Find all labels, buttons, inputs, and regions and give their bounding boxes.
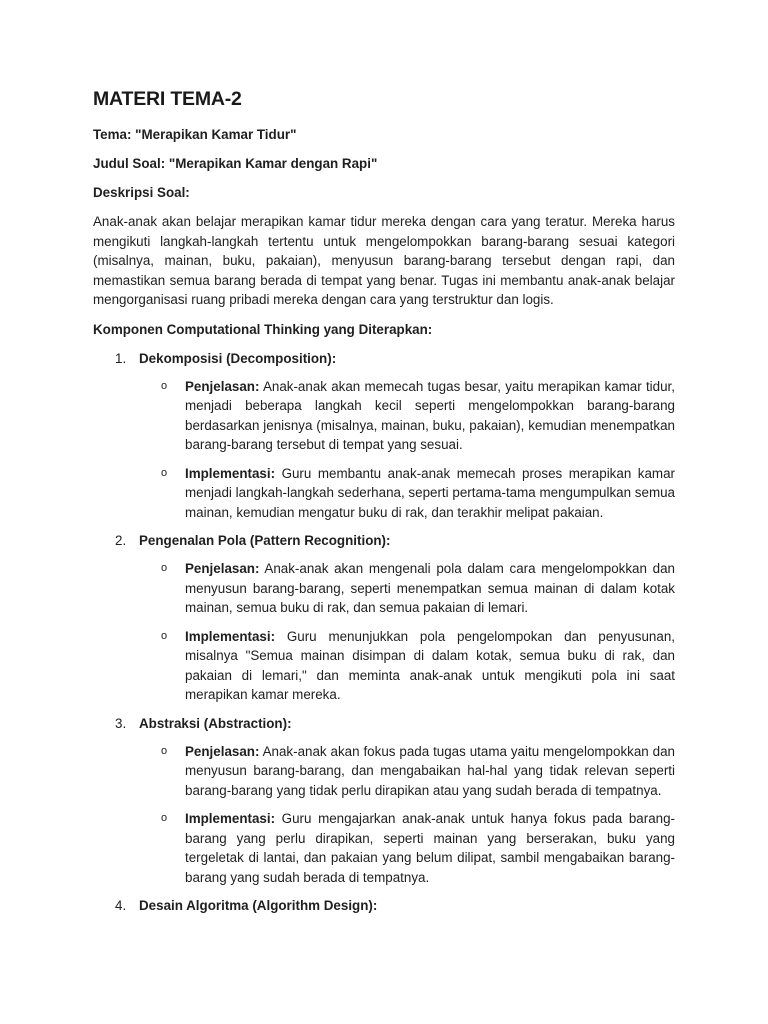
- bullet-circle-icon: o: [161, 562, 168, 574]
- point-item: [139, 559, 675, 618]
- deskripsi-label: Deskripsi Soal:: [93, 185, 190, 200]
- point-body: Guru membantu anak-anak memecah proses merapikan kamar menjadi langkah-langkah sederhana, seperti pertama-tama mengumpulkan semua mainan, kemudian mengatur buku di rak, dan terakhir melipat pakaian.: [185, 465, 675, 520]
- point-item: [139, 464, 675, 523]
- point-body: Anak-anak akan fokus pada tugas utama yaitu mengelompokkan dan menyusun barang-barang, dan mengabaikan hal-hal yang tidak relevan seperti barang-barang yang tidak perlu dirapikan atau yang sudah berada di tempatnya.: [185, 743, 675, 798]
- point-text: [185, 809, 675, 887]
- section-number: 1.: [115, 350, 127, 366]
- bullet-circle-icon: o: [161, 466, 168, 479]
- point-body: Anak-anak akan mengenali pola dalam cara mengelompokkan dan menyusun barang-barang, seperti menempatkan semua mainan di dalam kotak mainan, semua buku di rak, dan semua pakaian di lemari.: [185, 561, 675, 615]
- point-label: Penjelasan:: [185, 378, 260, 394]
- section-item: [93, 531, 675, 705]
- point-item: [139, 627, 675, 705]
- point-text: [185, 377, 675, 455]
- point-list: [139, 559, 675, 705]
- point-text: [185, 464, 675, 523]
- section-item: [93, 714, 675, 888]
- section-item: [93, 896, 675, 915]
- section-title: Abstraksi (Abstraction):: [139, 715, 292, 731]
- point-body: Anak-anak akan memecah tugas besar, yaitu merapikan kamar tidur, menjadi beberapa langkah kecil seperti mengelompokkan barang-barang berdasarkan jenisnya (misalnya, mainan, buku, pakaian), kemudian menempatkan barang-barang tersebut di tempat yang sesuai.: [185, 378, 675, 452]
- section-title: Desain Algoritma (Algorithm Design):: [139, 898, 378, 913]
- section-title: Dekomposisi (Decomposition):: [139, 350, 337, 366]
- komponen-label: Komponen Computational Thinking yang Diterapkan:: [93, 321, 433, 337]
- point-label: Implementasi:: [185, 811, 276, 826]
- point-text: [185, 627, 675, 705]
- point-label: Penjelasan:: [185, 743, 260, 759]
- point-body: Guru menunjukkan pola pengelompokan dan penyusunan, misalnya "Semua mainan disimpan di dalam kotak, semua buku di rak, dan pakaian di lemari," dan meminta anak-anak untuk mengikuti pola ini saat merapikan kamar mereka.: [185, 628, 675, 702]
- section-number: 4.: [115, 898, 127, 913]
- point-label: Implementasi:: [185, 628, 276, 644]
- point-text: [185, 742, 675, 801]
- point-list: [139, 742, 675, 888]
- section-item: [93, 349, 675, 523]
- point-item: [139, 377, 675, 455]
- judul-soal-line: Judul Soal: "Merapikan Kamar dengan Rapi": [93, 156, 378, 171]
- section-number: 3.: [115, 715, 127, 731]
- point-body: Guru mengajarkan anak-anak untuk hanya fokus pada barang-barang yang perlu dirapikan, seperti mainan yang berserakan, buku yang tergeletak di lantai, dan pakaian yang belum dilipat, sambil mengabaikan barang-barang yang sudah berada di tempatnya.: [185, 811, 675, 885]
- computational-thinking-list: [93, 349, 675, 916]
- point-item: [139, 809, 675, 887]
- deskripsi-paragraph: Anak-anak akan belajar merapikan kamar tidur mereka dengan cara yang teratur. Mereka harus mengikuti langkah-langkah tertentu untuk mengelompokkan barang-barang sesuai kategori (misalnya, mainan, buku, pakaian), menyusun barang-barang tersebut dengan rapi, dan memastikan semua barang berada di tempat yang benar. Tugas ini membantu anak-anak belajar mengorganisasi ruang pribadi mereka dengan cara yang terstruktur dan logis.: [93, 214, 675, 307]
- section-title: Pengenalan Pola (Pattern Recognition):: [139, 533, 391, 548]
- document-title: MATERI TEMA-2: [93, 88, 242, 110]
- bullet-circle-icon: o: [161, 629, 168, 642]
- point-item: [139, 742, 675, 801]
- bullet-circle-icon: o: [161, 812, 168, 824]
- bullet-circle-icon: o: [161, 744, 168, 757]
- bullet-circle-icon: o: [161, 379, 168, 392]
- point-label: Implementasi:: [185, 465, 276, 481]
- point-label: Penjelasan:: [185, 561, 260, 576]
- point-text: [185, 559, 675, 618]
- section-number: 2.: [115, 533, 127, 548]
- point-list: [139, 377, 675, 523]
- tema-line: Tema: "Merapikan Kamar Tidur": [93, 127, 297, 142]
